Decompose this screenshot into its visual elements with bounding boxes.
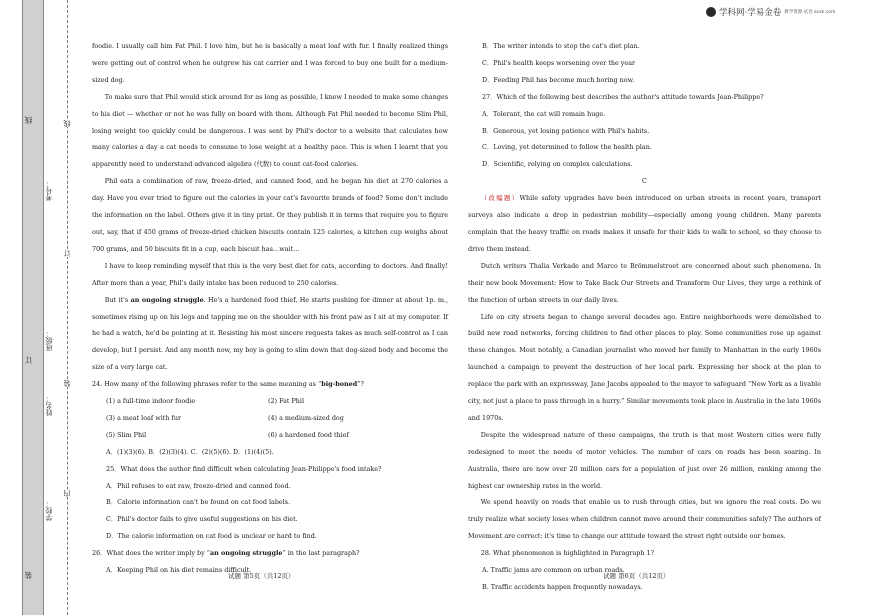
answer-option: A．Tolerant, the cat will remain huge. xyxy=(482,109,606,118)
passage-paragraph: To make sure that Phil would stick around for as long as possible, I knew I needed to make some changes to his diet — whether or not he was fully on board with them. Although Fat Phil needed to become Slim Phil, losing weight too quickly could be dangerous. I was sent by Phil's doctor to a website that calculates how many calories a day a cat needs to consume to lose weight at a healthy pace. This is when I learnt that you apparently need to understand advanced algebra (代数) to count cat-food calories. xyxy=(92,92,448,169)
question-text xyxy=(92,545,448,562)
passage-paragraph: Life on city streets began to change several decades ago. Entire neighborhoods were demolished to build new road networks, forcing children to find other places to play. Some communities rose up against these changes. Most notably, a Canadian journalist who moved her family to Manhattan in the early 1960s launched a campaign to prevent the destruction of her local park. Expressing her shock at the plan to replace the park with an expressway, Jane Jacobs appealed to the mayor to safeguard “New York as a livable city, not just a place to pass through in a hurry.” Similar movements took place in Australia in the late 1960s and 1970s. xyxy=(468,312,821,422)
answer-option: A．(1)(3)(6). B．(2)(3)(4). C．(2)(5)(6). D．(1)(4)(5). xyxy=(106,447,274,456)
phrase-row xyxy=(92,393,448,410)
passage-paragraph: Phil eats a combination of raw, freeze-dried, and canned food, and he began his diet at 270 calories a day. Have you ever tried to figure out the calories in your cat's favourite brands of food? Some don't include the information on the label. Others give it in tiny print. Or they publish it in terms that require you to figure out, say, that if 450 grams of freeze-dried chicken biscuits contain 125 calories, a kitchen cup weighs about 700 grams, and 50 biscuits fit in a cup, each biscuit has…wait… xyxy=(92,177,448,253)
phrase-item: (4) a medium-sized dog xyxy=(268,413,344,422)
brand-name: 学科网·学易金卷 xyxy=(719,8,782,18)
passage-paragraph: 28. What phenomenon is highlighted in Paragraph 1? xyxy=(480,549,655,558)
cut-mark: 线 xyxy=(63,120,71,127)
phrase-row xyxy=(92,410,448,427)
passage-paragraph: I have to keep reminding myself that this is the very best diet for cats, according to doctors. And finally! After more than a year, Phil's daily intake has been reduced to 250 calories. xyxy=(92,261,448,287)
cut-line xyxy=(67,0,68,615)
answer-option: A．Phil refuses to eat raw, freeze-dried and canned food. xyxy=(106,481,291,490)
text-segment: 24. How many of the following phrases refer to the same meaning as “ xyxy=(92,380,322,389)
brand-logo-icon xyxy=(706,7,716,17)
marker-text: 装 xyxy=(24,571,33,579)
page-footer-right: 试题 第6页（共12页） xyxy=(603,572,670,580)
right-column xyxy=(468,38,821,596)
phrase-item: (2) Fat Phil xyxy=(268,397,304,406)
answer-option: D．The calorie information on cat food is unclear or hard to find. xyxy=(106,532,317,541)
emphasis-text: an ongoing struggle xyxy=(210,549,283,558)
text-segment: . He's a hardened food thief. He starts pushing for dinner at about 1p. m., sometimes rising up on his legs and tapping me on the shoulder with his front paw as I sit at my computer. If he had a watch, he'd be pointing at it. Resisting his most sincere requests takes as much self-control as I can develop, but I persist. And any month now, my boy is going to slim down that dog-sized body and become the size of a very large cat. xyxy=(92,295,448,372)
student-info-area xyxy=(44,60,58,580)
marker-text: 线 xyxy=(24,116,33,124)
phrase-item: (5) Slim Phil xyxy=(106,430,147,439)
name-label: 姓名： xyxy=(45,395,53,416)
school-label: 学校： xyxy=(45,500,53,521)
text-segment: But it's xyxy=(104,295,131,304)
answer-option: C．Loving, yet determined to follow the health plan. xyxy=(482,143,652,152)
question-text xyxy=(92,292,448,377)
binding-margin xyxy=(0,0,78,615)
question-text: 25．What does the author find difficult when calculating Jean-Philippe's food intake? xyxy=(106,464,382,473)
answer-option: D．Feeding Phil has become much boring now. xyxy=(482,75,635,84)
phrase-row xyxy=(92,427,448,444)
adapted-tag: （改编题） xyxy=(480,194,520,203)
question-text: A. Traffic jams are common on urban roads. xyxy=(482,566,625,575)
passage-paragraph: We spend heavily on roads that enable us to rush through cities, but we ignore the real costs. Do we truly realize what society loses when children cannot move around their communities safely? The authors of Movement are correct: it's time to change our attitude toward the street right outside our homes. xyxy=(468,498,821,541)
cut-mark: 装 xyxy=(63,380,71,387)
answer-option: C．Phil's health keeps worsening over the year xyxy=(482,58,636,67)
brand-subtitle: 教学资源·试卷 zxxk.com xyxy=(784,9,836,15)
question-text: B. Traffic accidents happen frequently nowadays. xyxy=(482,583,643,591)
answer-option: B．The writer intends to stop the cat's diet plan. xyxy=(482,42,640,50)
emphasis-text: an ongoing struggle xyxy=(130,295,204,304)
text-segment: ”? xyxy=(357,380,364,389)
passage-paragraph: Despite the widespread nature of these campaigns, the truth is that most Western cities were fully redesigned to meet the needs of motor vehicles. The number of cars on roads has been soaring. In Australia, there are now over 20 million cars for a population of just over 26 million, ranking among the highest car ownership rates in the world. xyxy=(468,430,821,490)
answer-option: A．Keeping Phil on his diet remains difficult. xyxy=(106,566,252,575)
answer-option: B．Calorie information can't be found on cat food labels. xyxy=(106,498,291,507)
cut-mark: 订 xyxy=(63,250,71,257)
passage-paragraph xyxy=(468,190,821,258)
page-footer-left: 试题 第5页（共12页） xyxy=(228,572,295,580)
brand-header xyxy=(706,6,835,18)
answer-option: C．Phil's doctor fails to give useful suggestions on his diet. xyxy=(106,515,298,524)
passage-paragraph: foodie. I usually call him Fat Phil. I love him, but he is basically a meat loaf with fur. I finally realized things were getting out of control when he outgrew his cat carrier and I was forced to buy one built for a medium-sized dog. xyxy=(92,42,448,84)
answer-option: D．Scientific, relying on complex calculations. xyxy=(482,160,633,169)
class-label: 班级： xyxy=(45,330,53,351)
text-segment: 26．What does the writer imply by “ xyxy=(92,549,211,558)
phrase-item: (6) a hardened food thief xyxy=(268,430,349,439)
binding-stripe xyxy=(22,0,44,615)
section-heading: C xyxy=(642,177,647,186)
question-text: 27．Which of the following best describes the author's attitude towards Jean-Philippe? xyxy=(482,92,764,101)
text-segment: While safety upgrades have been introduced on urban streets in recent years, transport surveys also indicate a drop in pedestrian mobility—especially among young children. Many parents complain that the heavy traffic on roads makes it unsafe for their kids to walk to school, so they choose to drive them instead. xyxy=(468,194,821,253)
left-column xyxy=(92,38,448,579)
cut-mark: 内 xyxy=(63,490,71,497)
passage-paragraph: Dutch writers Thalia Verkade and Marco te Brömmelstroet are concerned about such phenomena. In their new book Movement: How to Take Back Our Streets and Transform Our Lives, they urge a rethink of the function of urban streets in our daily lives. xyxy=(468,261,821,304)
text-segment: ” in the last paragraph? xyxy=(282,549,360,558)
phrase-item: (1) a full-time indoor foodie xyxy=(106,397,196,406)
phrase-item: (3) a meat loaf with fur xyxy=(106,413,182,422)
marker-text: 订 xyxy=(24,356,33,364)
exam-number-label: 考号： xyxy=(45,180,53,201)
question-text xyxy=(92,376,448,393)
answer-option: B．Generous, yet losing patience with Phil's habits. xyxy=(482,126,650,135)
emphasis-text: big-boned xyxy=(321,380,358,389)
